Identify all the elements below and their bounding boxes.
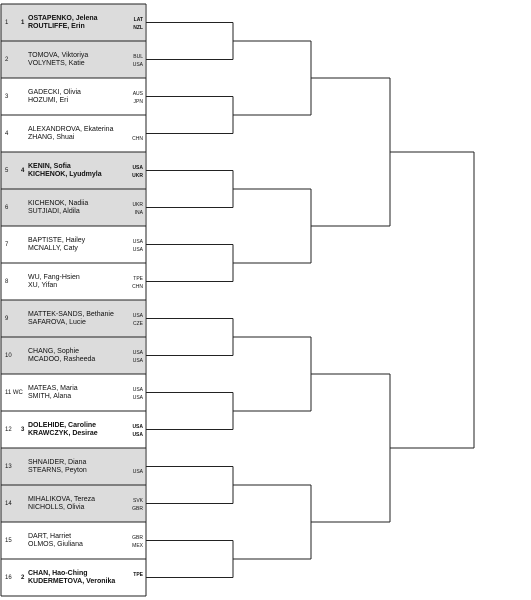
player-name: WU, Fang-Hsien xyxy=(28,274,80,281)
player-country: USA xyxy=(132,62,143,68)
player-name: MCNALLY, Caty xyxy=(28,245,78,252)
player-country: CZE xyxy=(133,321,143,327)
player-country: USA xyxy=(132,432,143,438)
draw-position: 14 xyxy=(5,501,12,507)
draw-position: 2 xyxy=(5,57,9,63)
player-country: USA xyxy=(132,165,143,171)
seed-number: 1 xyxy=(21,20,25,26)
player-country: INA xyxy=(134,210,143,216)
player-name: NICHOLLS, Olivia xyxy=(28,504,85,511)
player-name: DOLEHIDE, Caroline xyxy=(28,422,97,429)
player-name: MCADOO, Rasheeda xyxy=(28,356,96,363)
draw-position: 5 xyxy=(5,168,9,174)
player-name: ALEXANDROVA, Ekaterina xyxy=(28,126,114,133)
player-country: USA xyxy=(132,313,143,319)
player-name: SHNAIDER, Diana xyxy=(28,459,87,466)
player-name: CHAN, Hao-Ching xyxy=(28,570,88,577)
draw-position: 9 xyxy=(5,316,9,322)
draw-position: 6 xyxy=(5,205,9,211)
player-name: TOMOVA, Viktoriya xyxy=(28,52,89,59)
player-country: TPE xyxy=(133,276,143,282)
draw-position: 11 WC xyxy=(5,390,23,396)
player-country: CHN xyxy=(132,284,143,290)
player-country: CHN xyxy=(132,136,143,142)
seed-number: 3 xyxy=(21,427,25,433)
player-name: GADECKI, Olivia xyxy=(28,89,81,96)
draw-position: 4 xyxy=(5,131,9,137)
player-country: USA xyxy=(132,469,143,475)
draw-position: 13 xyxy=(5,464,12,470)
player-name: SMITH, Alana xyxy=(28,393,72,400)
player-name: OSTAPENKO, Jelena xyxy=(28,15,98,22)
draw-position: 1 xyxy=(5,20,9,26)
player-name: KRAWCZYK, Desirae xyxy=(28,430,98,437)
player-country: USA xyxy=(132,424,143,430)
player-name: XU, Yifan xyxy=(28,282,58,289)
player-country: BUL xyxy=(133,54,143,60)
draw-position: 16 xyxy=(5,575,12,581)
draw-position: 3 xyxy=(5,94,9,100)
player-name: HOZUMI, Eri xyxy=(28,97,69,104)
player-country: MEX xyxy=(132,543,143,549)
player-country: NZL xyxy=(133,25,143,31)
player-name: SAFAROVA, Lucie xyxy=(28,319,86,326)
player-name: MIHALIKOVA, Tereza xyxy=(28,496,96,503)
player-country: USA xyxy=(132,350,143,356)
player-name: KICHENOK, Lyudmyla xyxy=(28,171,102,178)
draw-position: 8 xyxy=(5,279,9,285)
player-name: KENIN, Sofia xyxy=(28,163,71,170)
player-country: USA xyxy=(132,247,143,253)
player-country: UKR xyxy=(132,173,143,179)
player-country: GBR xyxy=(132,535,143,541)
draw-position: 10 xyxy=(5,353,12,359)
draw-position: 12 xyxy=(5,427,12,433)
player-name: DART, Harriet xyxy=(28,533,72,540)
player-name: ZHANG, Shuai xyxy=(28,134,75,141)
player-country: USA xyxy=(132,239,143,245)
player-country: TPE xyxy=(133,572,143,578)
player-name: KICHENOK, Nadiia xyxy=(28,200,89,207)
seed-number: 4 xyxy=(21,168,25,174)
player-name: SUTJIADI, Aldila xyxy=(28,208,80,215)
player-country: USA xyxy=(132,387,143,393)
player-name: OLMOS, Giuliana xyxy=(28,541,83,548)
player-country: SVK xyxy=(132,498,143,504)
player-name: KUDERMETOVA, Veronika xyxy=(28,578,116,585)
player-country: LAT xyxy=(133,17,143,23)
player-name: MATTEK-SANDS, Bethanie xyxy=(28,311,114,318)
player-name: MATEAS, Maria xyxy=(28,385,78,392)
player-name: CHANG, Sophie xyxy=(28,348,79,355)
player-country: UKR xyxy=(132,202,143,208)
player-country: USA xyxy=(132,358,143,364)
draw-position: 15 xyxy=(5,538,12,544)
player-name: STEARNS, Peyton xyxy=(28,467,87,474)
player-country: JPN xyxy=(133,99,143,105)
player-name: ROUTLIFFE, Erin xyxy=(28,23,85,30)
seed-number: 2 xyxy=(21,575,25,581)
draw-position: 7 xyxy=(5,242,9,248)
player-name: VOLYNETS, Katie xyxy=(28,60,85,67)
player-name: BAPTISTE, Hailey xyxy=(28,237,86,244)
player-country: GBR xyxy=(132,506,143,512)
player-country: AUS xyxy=(132,91,143,97)
player-country: USA xyxy=(132,395,143,401)
